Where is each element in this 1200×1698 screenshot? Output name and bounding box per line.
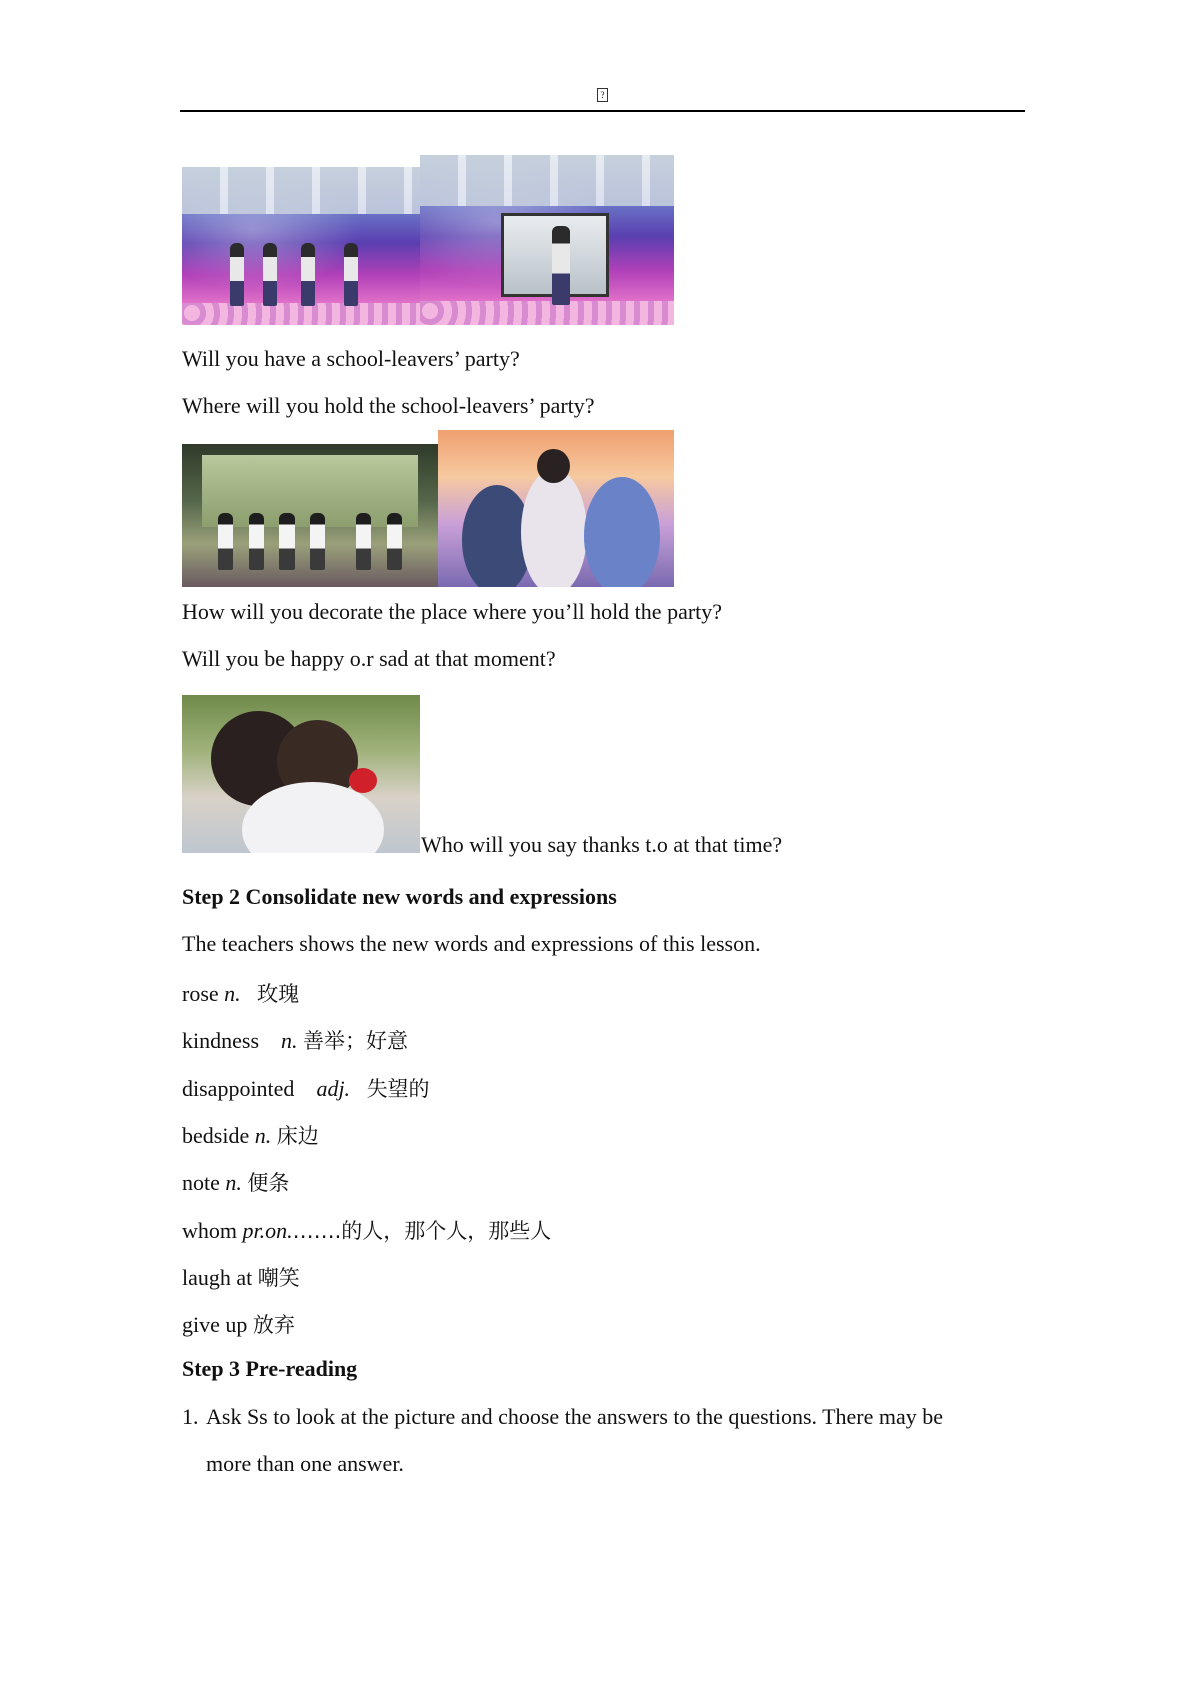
step2-heading: Step 2 Consolidate new words and expressions xyxy=(182,884,617,909)
vocab-item: bedside n. 床边 xyxy=(182,1123,319,1148)
graduation-stage-photo-2 xyxy=(420,155,674,325)
vocab-item: kindness n. 善举；好意 xyxy=(182,1028,408,1053)
step3-item1-line1: Ask Ss to look at the picture and choose the answers to the questions. There may be xyxy=(206,1404,944,1429)
header-mark: ? xyxy=(597,88,608,102)
vocab-item: rose n. 玫瑰 xyxy=(182,981,300,1006)
step3-heading: Step 3 Pre-reading xyxy=(182,1356,358,1381)
vocab-item: give up 放弃 xyxy=(182,1312,295,1337)
vocab-item: whom pr.on.…….的人，那个人，那些人 xyxy=(182,1218,552,1243)
question-2: Where will you hold the school-leavers’ party? xyxy=(182,393,595,418)
step3-item1-number: 1. xyxy=(182,1404,199,1429)
step3-item1-line2: more than one answer. xyxy=(206,1451,404,1476)
vocab-item: note n. 便条 xyxy=(182,1170,290,1195)
farewell-hug-photo xyxy=(182,695,420,853)
vocab-item: laugh at 嘲笑 xyxy=(182,1265,300,1290)
vocab-item: disappointed adj. 失望的 xyxy=(182,1076,430,1101)
dance-performance-photo xyxy=(182,444,438,587)
question-1: Will you have a school-leavers’ party? xyxy=(182,346,520,371)
header-rule xyxy=(180,110,1025,112)
students-hugging-photo xyxy=(438,430,674,587)
graduation-stage-photo-1 xyxy=(182,167,420,325)
question-5: Who will you say thanks t.o at that time? xyxy=(421,832,783,857)
question-3: How will you decorate the place where you’ll hold the party? xyxy=(182,599,723,624)
question-4: Will you be happy o.r sad at that moment? xyxy=(182,646,556,671)
step2-intro: The teachers shows the new words and expressions of this lesson. xyxy=(182,931,761,956)
